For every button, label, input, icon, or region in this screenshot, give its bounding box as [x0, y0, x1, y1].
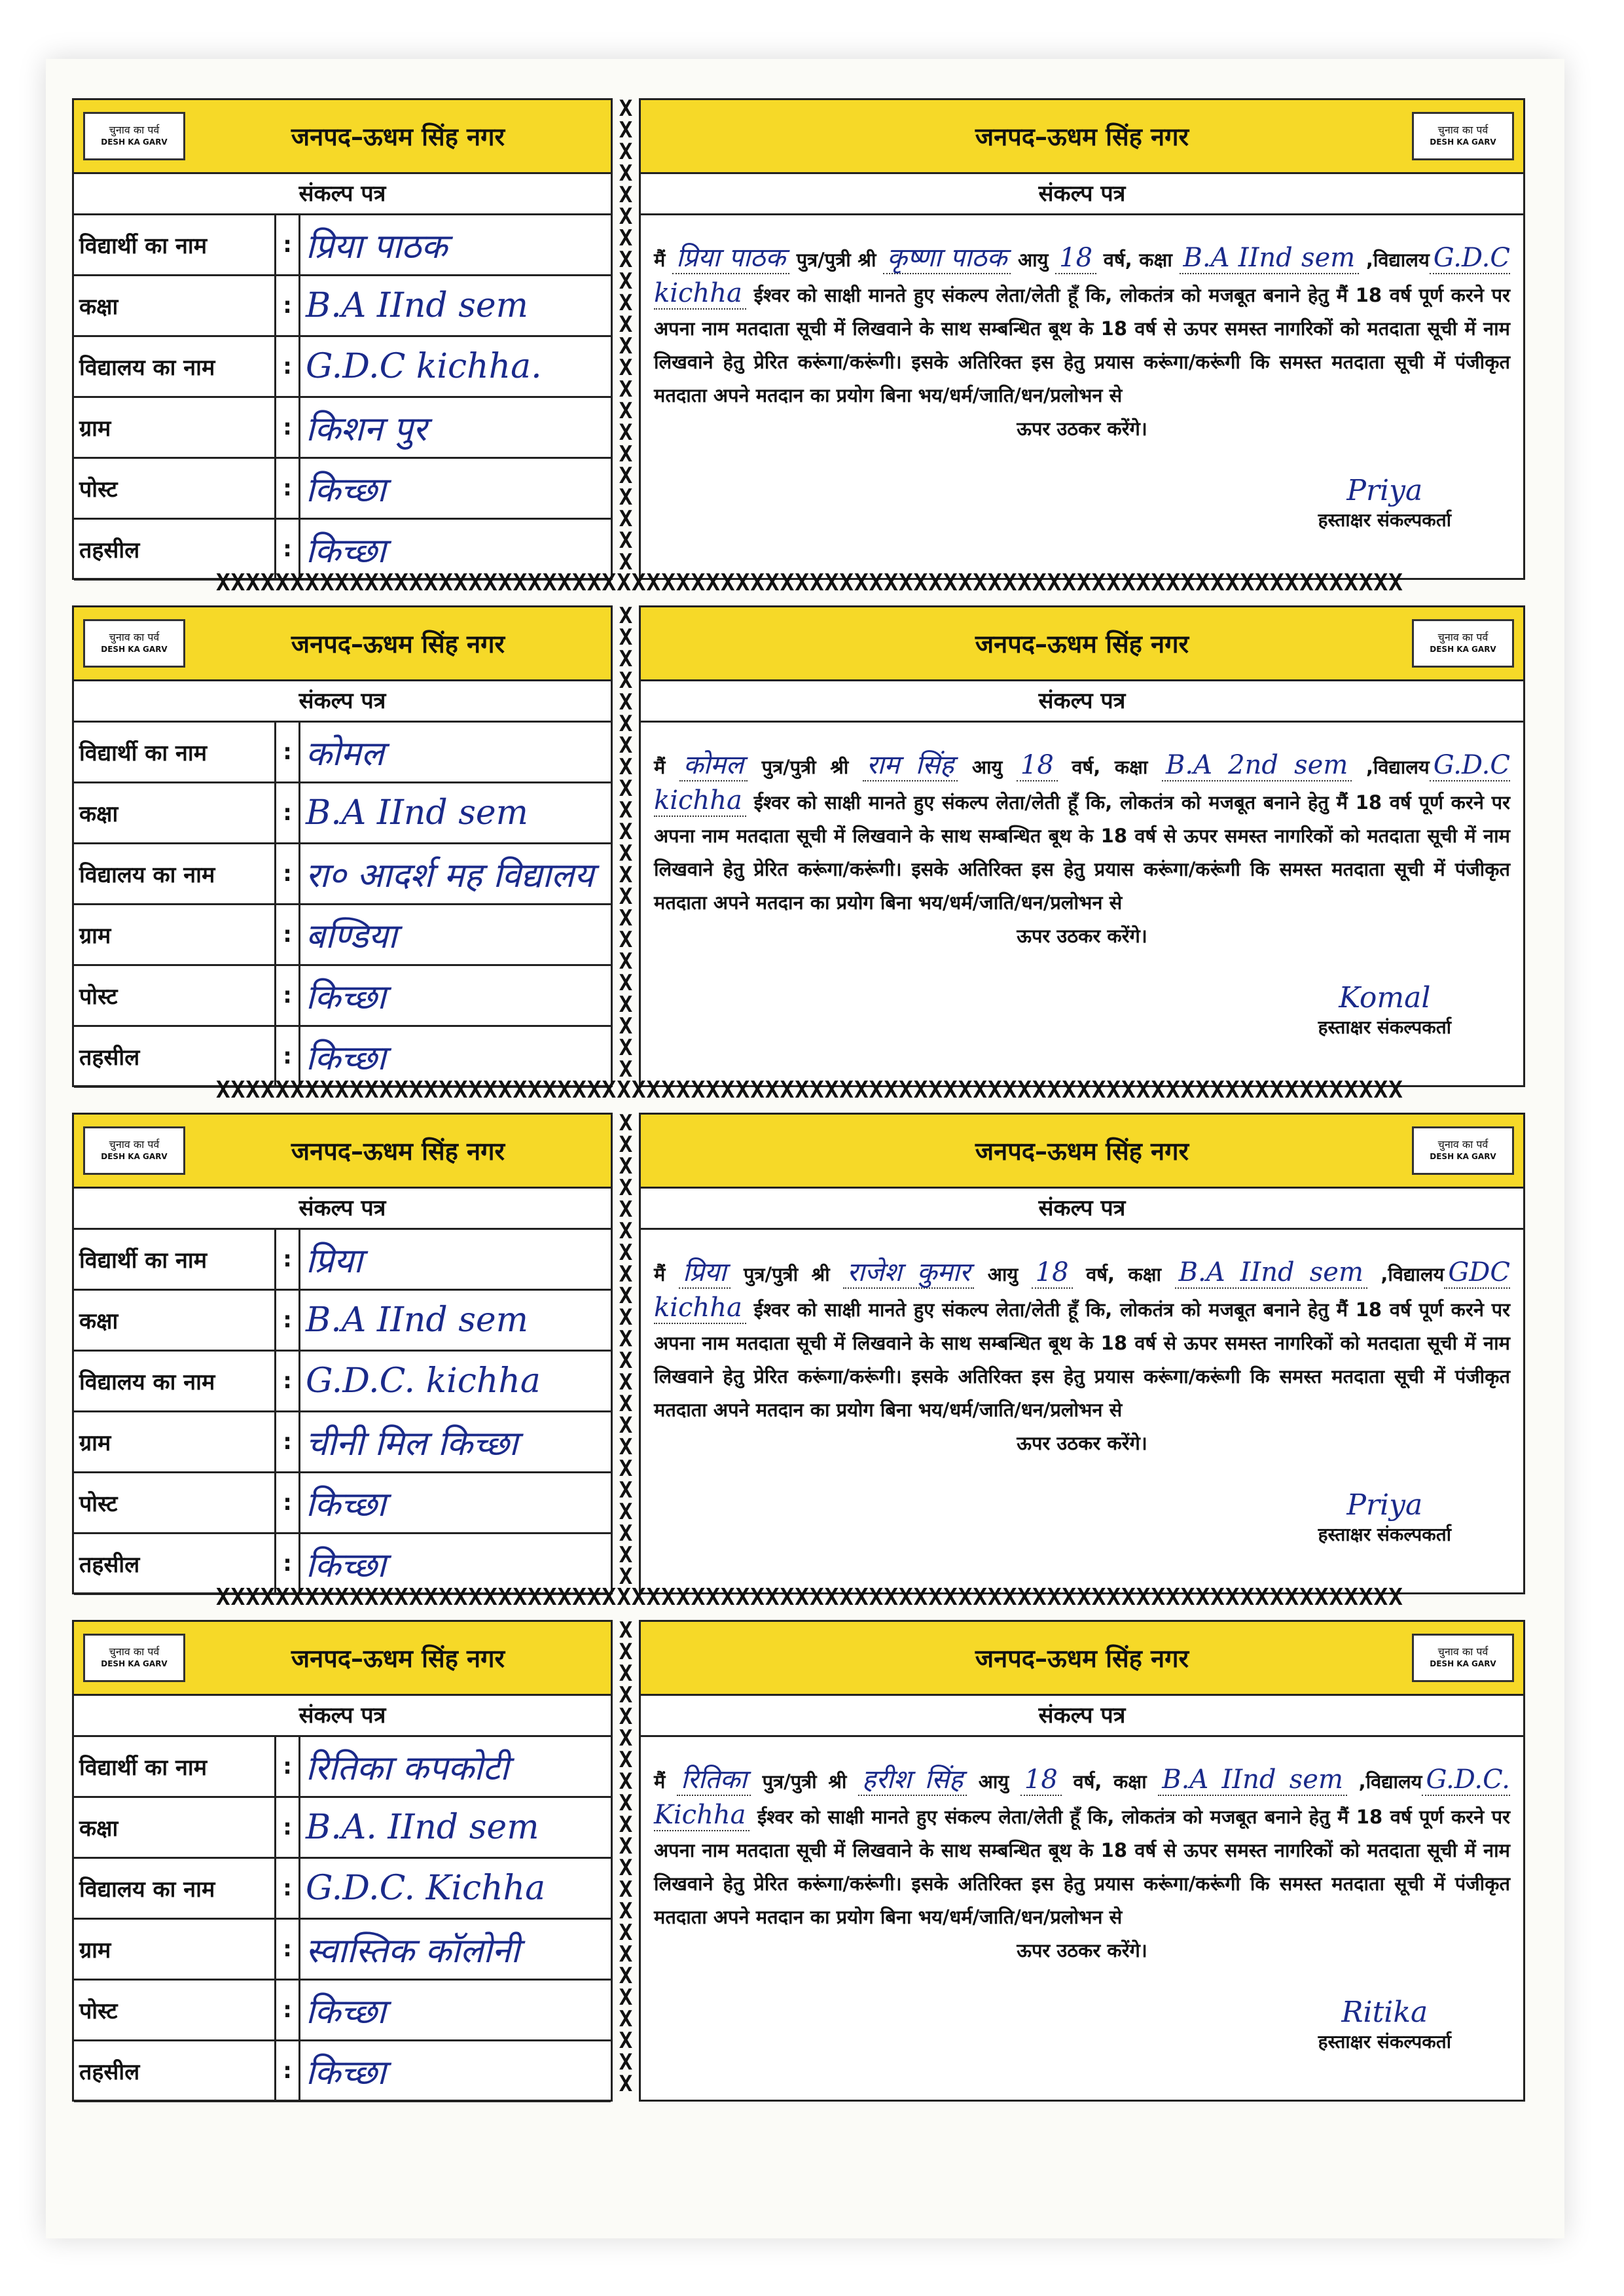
cut-line: XXXXXXXXXXXXXXXXXXXXXXXXXXXXXXXXXXXXXXXXXXXXXXXXXXXXXXXXXXXXXXXXXXXXXXXXXXXXXXXX — [216, 1077, 1403, 1103]
signature: Priya — [1346, 474, 1423, 507]
pledge-age: 18 — [1020, 1765, 1062, 1796]
header-bar — [74, 1622, 611, 1696]
signature: Priya — [1346, 1488, 1423, 1522]
form-subtitle: संकल्प पत्र — [74, 1189, 611, 1230]
school-row: विद्यालय का नाम : रा० आदर्श मह विद्यालय — [74, 844, 611, 905]
header-bar — [641, 1115, 1523, 1189]
vertical-cut-line: X X X X X X X X X X X X X X X X X X X X X X — [619, 1113, 633, 1590]
tehsil-field: किच्छा — [300, 519, 611, 580]
pledge-text: मैं प्रिया पाठक पुत्र/पुत्री श्री कृष्णा पाठक आयु 18 वर्ष, कक्षा B.A IInd sem ,विद्यालय G.D.C kichha ईश्वर को साक्षी मानते हुए संकल्प लेता/लेती हूँ कि, लोकतंत्र को मजबूत बनाने हेतु मैं 18 वर्ष पूर्ण करने पर अपना नाम मतदाता सूची में लिखवाने के साथ सम्बन्धित बूथ के 18 वर्ष से ऊपर समस्त नागरिकों को मतदाता सूची में नाम लिखवाने हेतु प्रेरित करूंगा/करूंगी। इसके अतिरिक्त इस हेतु प्रयास करूंगा/करूंगी कि समस्त मतदाता सूची में पंजीकृत मतदाता अपने मतदान का प्रयोग बिना भय/धर्म/जाति/धन/प्रलोभन से ऊपर उठकर करेंगे। — [654, 243, 1510, 440]
pledge-name: रितिका — [677, 1765, 751, 1796]
vertical-cut-line: X X X X X X X X X X X X X X X X X X X X X X — [619, 1620, 633, 2097]
pledge-age: 18 — [1017, 750, 1058, 781]
district-title: जनपद–ऊधम सिंह नगर — [291, 1137, 505, 1166]
class-row: कक्षा : B.A IInd sem — [74, 1290, 611, 1351]
details-table — [74, 723, 611, 1088]
district-title: जनपद–ऊधम सिंह नगर — [975, 1644, 1189, 1673]
village-row: ग्राम : स्वास्तिक कॉलोनी — [74, 1919, 611, 1980]
pledge-school: G.D.C kichha — [654, 750, 1510, 816]
header-bar — [641, 607, 1523, 681]
post-field: किच्छा — [300, 1980, 611, 2041]
cut-line: XXXXXXXXXXXXXXXXXXXXXXXXXXXXXXXXXXXXXXXXXXXXXXXXXXXXXXXXXXXXXXXXXXXXXXXXXXXXXXXX — [216, 1584, 1403, 1611]
village-row: ग्राम : बण्डिया — [74, 905, 611, 965]
pledge-father-name: राजेश कुमार — [843, 1257, 974, 1289]
class-field: B.A IInd sem — [300, 1290, 611, 1351]
name-row: विद्यार्थी का नाम : प्रिया पाठक — [74, 215, 611, 276]
student-details-panel — [72, 98, 613, 580]
school-row: विद्यालय का नाम : G.D.C kichha. — [74, 336, 611, 397]
election-logo: चुनाव का पर्व DESH KA GARV — [1412, 1634, 1514, 1682]
header-bar — [641, 1622, 1523, 1696]
form-subtitle: संकल्प पत्र — [74, 1696, 611, 1737]
details-table — [74, 1737, 611, 2102]
signature-block: Komal हस्ताक्षर संकल्पकर्ता — [1318, 981, 1451, 1038]
post-field: किच्छा — [300, 965, 611, 1026]
cut-line: XXXXXXXXXXXXXXXXXXXXXXXXXXXXXXXXXXXXXXXXXXXXXXXXXXXXXXXXXXXXXXXXXXXXXXXXXXXXXXXX — [216, 569, 1403, 596]
pledge-class: B.A IInd sem — [1180, 243, 1360, 274]
tehsil-row: तहसील : किच्छा — [74, 1534, 611, 1594]
vertical-cut-line: X X X X X X X X X X X X X X X X X X X X X X — [619, 98, 633, 575]
pledge-panel — [639, 605, 1525, 1087]
name-field: रितिका कपकोटी — [300, 1737, 611, 1797]
pledge-class: B.A 2nd sem — [1162, 750, 1352, 781]
district-title: जनपद–ऊधम सिंह नगर — [975, 1137, 1189, 1166]
class-field: B.A IInd sem — [300, 276, 611, 336]
form-subtitle: संकल्प पत्र — [74, 174, 611, 215]
post-row: पोस्ट : किच्छा — [74, 458, 611, 519]
district-title: जनपद–ऊधम सिंह नगर — [975, 630, 1189, 658]
signature: Ritika — [1341, 1996, 1428, 2029]
name-field: कोमल — [300, 723, 611, 783]
name-row: विद्यार्थी का नाम : प्रिया — [74, 1230, 611, 1290]
header-bar — [74, 1115, 611, 1189]
class-field: B.A. IInd sem — [300, 1797, 611, 1858]
pledge-father-name: कृष्णा पाठक — [883, 243, 1011, 274]
village-field: स्वास्तिक कॉलोनी — [300, 1919, 611, 1980]
details-table — [74, 215, 611, 581]
class-row: कक्षा : B.A IInd sem — [74, 783, 611, 844]
school-field: G.D.C. Kichha — [300, 1858, 611, 1919]
form-subtitle: संकल्प पत्र — [641, 174, 1523, 215]
post-row: पोस्ट : किच्छा — [74, 1473, 611, 1534]
pledge-form — [72, 605, 1525, 1090]
election-logo: चुनाव का पर्व DESH KA GARV — [1412, 112, 1514, 160]
tehsil-field: किच्छा — [300, 1534, 611, 1594]
village-field: बण्डिया — [300, 905, 611, 965]
details-table — [74, 1230, 611, 1595]
pledge-text: मैं रितिका पुत्र/पुत्री श्री हरीश सिंह आयु 18 वर्ष, कक्षा B.A IInd sem ,विद्यालय G.D.C. Kichha ईश्वर को साक्षी मानते हुए संकल्प लेता/लेती हूँ कि, लोकतंत्र को मजबूत बनाने हेतु मैं 18 वर्ष पूर्ण करने पर अपना नाम मतदाता सूची में लिखवाने के साथ सम्बन्धित बूथ के 18 वर्ष से ऊपर समस्त नागरिकों को मतदाता सूची में नाम लिखवाने हेतु प्रेरित करूंगा/करूंगी। इसके अतिरिक्त इस हेतु प्रयास करूंगा/करूंगी कि समस्त मतदाता सूची में पंजीकृत मतदाता अपने मतदान का प्रयोग बिना भय/धर्म/जाति/धन/प्रलोभन से ऊपर उठकर करेंगे। — [654, 1765, 1511, 1962]
pledge-age: 18 — [1032, 1257, 1073, 1289]
class-row: कक्षा : B.A. IInd sem — [74, 1797, 611, 1858]
student-details-panel — [72, 1620, 613, 2102]
form-subtitle: संकल्प पत्र — [641, 681, 1523, 723]
pledge-panel — [639, 98, 1525, 580]
pledge-father-name: राम सिंह — [863, 750, 958, 781]
school-row: विद्यालय का नाम : G.D.C. kichha — [74, 1351, 611, 1412]
election-logo: चुनाव का पर्व DESH KA GARV — [1412, 619, 1514, 668]
village-row: ग्राम : किशन पुर — [74, 397, 611, 458]
pledge-text: मैं प्रिया पुत्र/पुत्री श्री राजेश कुमार आयु 18 वर्ष, कक्षा B.A IInd sem ,विद्यालय GDC kichha ईश्वर को साक्षी मानते हुए संकल्प लेता/लेती हूँ कि, लोकतंत्र को मजबूत बनाने हेतु मैं 18 वर्ष पूर्ण करने पर अपना नाम मतदाता सूची में लिखवाने के साथ सम्बन्धित बूथ के 18 वर्ष से ऊपर समस्त नागरिकों को मतदाता सूची में नाम लिखवाने हेतु प्रेरित करूंगा/करूंगी। इसके अतिरिक्त इस हेतु प्रयास करूंगा/करूंगी कि समस्त मतदाता सूची में पंजीकृत मतदाता अपने मतदान का प्रयोग बिना भय/धर्म/जाति/धन/प्रलोभन से ऊपर उठकर करेंगे। — [654, 1257, 1510, 1454]
name-field: प्रिया पाठक — [300, 215, 611, 276]
school-field: G.D.C. kichha — [300, 1351, 611, 1412]
pledge-name: प्रिया — [679, 1257, 731, 1289]
pledge-panel — [639, 1620, 1525, 2102]
village-field: किशन पुर — [300, 397, 611, 458]
pledge-name: प्रिया पाठक — [672, 243, 789, 274]
pledge-class: B.A IInd sem — [1158, 1765, 1347, 1796]
district-title: जनपद–ऊधम सिंह नगर — [291, 1644, 505, 1673]
pledge-father-name: हरीश सिंह — [858, 1765, 967, 1796]
pledge-school: G.D.C. Kichha — [654, 1765, 1510, 1830]
name-field: प्रिया — [300, 1230, 611, 1290]
tehsil-field: किच्छा — [300, 1026, 611, 1087]
name-row: विद्यार्थी का नाम : रितिका कपकोटी — [74, 1737, 611, 1797]
school-field: G.D.C kichha. — [300, 336, 611, 397]
form-subtitle: संकल्प पत्र — [641, 1696, 1523, 1737]
school-row: विद्यालय का नाम : G.D.C. Kichha — [74, 1858, 611, 1919]
tehsil-field: किच्छा — [300, 2041, 611, 2102]
form-subtitle: संकल्प पत्र — [74, 681, 611, 723]
tehsil-row: तहसील : किच्छा — [74, 1026, 611, 1087]
pledge-form — [72, 1113, 1525, 1597]
form-subtitle: संकल्प पत्र — [641, 1189, 1523, 1230]
post-field: किच्छा — [300, 458, 611, 519]
election-logo: चुनाव का पर्व DESH KA GARV — [1412, 1126, 1514, 1175]
header-bar — [641, 100, 1523, 174]
election-logo: चुनाव का पर्व DESH KA GARV — [83, 1634, 185, 1682]
post-field: किच्छा — [300, 1473, 611, 1534]
district-title: जनपद–ऊधम सिंह नगर — [291, 630, 505, 658]
election-logo: चुनाव का पर्व DESH KA GARV — [83, 619, 185, 668]
pledge-class: B.A IInd sem — [1175, 1257, 1367, 1289]
post-row: पोस्ट : किच्छा — [74, 1980, 611, 2041]
class-field: B.A IInd sem — [300, 783, 611, 844]
pledge-form — [72, 1620, 1525, 2104]
pledge-name: कोमल — [679, 750, 748, 781]
student-details-panel — [72, 605, 613, 1087]
district-title: जनपद–ऊधम सिंह नगर — [291, 122, 505, 151]
tehsil-row: तहसील : किच्छा — [74, 2041, 611, 2102]
pledge-school: G.D.C kichha — [654, 243, 1510, 308]
pledge-text: मैं कोमल पुत्र/पुत्री श्री राम सिंह आयु 18 वर्ष, कक्षा B.A 2nd sem ,विद्यालय G.D.C kichha ईश्वर को साक्षी मानते हुए संकल्प लेता/लेती हूँ कि, लोकतंत्र को मजबूत बनाने हेतु मैं 18 वर्ष पूर्ण करने पर अपना नाम मतदाता सूची में लिखवाने के साथ सम्बन्धित बूथ के 18 वर्ष से ऊपर समस्त नागरिकों को मतदाता सूची में नाम लिखवाने हेतु प्रेरित करूंगा/करूंगी। इसके अतिरिक्त इस हेतु प्रयास करूंगा/करूंगी कि समस्त मतदाता सूची में पंजीकृत मतदाता अपने मतदान का प्रयोग बिना भय/धर्म/जाति/धन/प्रलोभन से ऊपर उठकर करेंगे। — [654, 750, 1510, 947]
village-row: ग्राम : चीनी मिल किच्छा — [74, 1412, 611, 1473]
signature-block: Ritika हस्ताक्षर संकल्पकर्ता — [1318, 1996, 1451, 2053]
pledge-form — [72, 98, 1525, 583]
header-bar — [74, 607, 611, 681]
pledge-panel — [639, 1113, 1525, 1594]
class-row: कक्षा : B.A IInd sem — [74, 276, 611, 336]
pledge-age: 18 — [1055, 243, 1096, 274]
pledge-school: GDC kichha — [654, 1257, 1510, 1323]
vertical-cut-line: X X X X X X X X X X X X X X X X X X X X X X — [619, 605, 633, 1083]
election-logo: चुनाव का पर्व DESH KA GARV — [83, 112, 185, 160]
signature-block: Priya हस्ताक्षर संकल्पकर्ता — [1318, 1488, 1451, 1545]
tehsil-row: तहसील : किच्छा — [74, 519, 611, 580]
name-row: विद्यार्थी का नाम : कोमल — [74, 723, 611, 783]
school-field: रा० आदर्श मह विद्यालय — [300, 844, 611, 905]
election-logo: चुनाव का पर्व DESH KA GARV — [83, 1126, 185, 1175]
signature: Komal — [1339, 981, 1431, 1014]
header-bar — [74, 100, 611, 174]
student-details-panel — [72, 1113, 613, 1594]
signature-block: Priya हस्ताक्षर संकल्पकर्ता — [1318, 474, 1451, 531]
village-field: चीनी मिल किच्छा — [300, 1412, 611, 1473]
district-title: जनपद–ऊधम सिंह नगर — [975, 122, 1189, 151]
post-row: पोस्ट : किच्छा — [74, 965, 611, 1026]
